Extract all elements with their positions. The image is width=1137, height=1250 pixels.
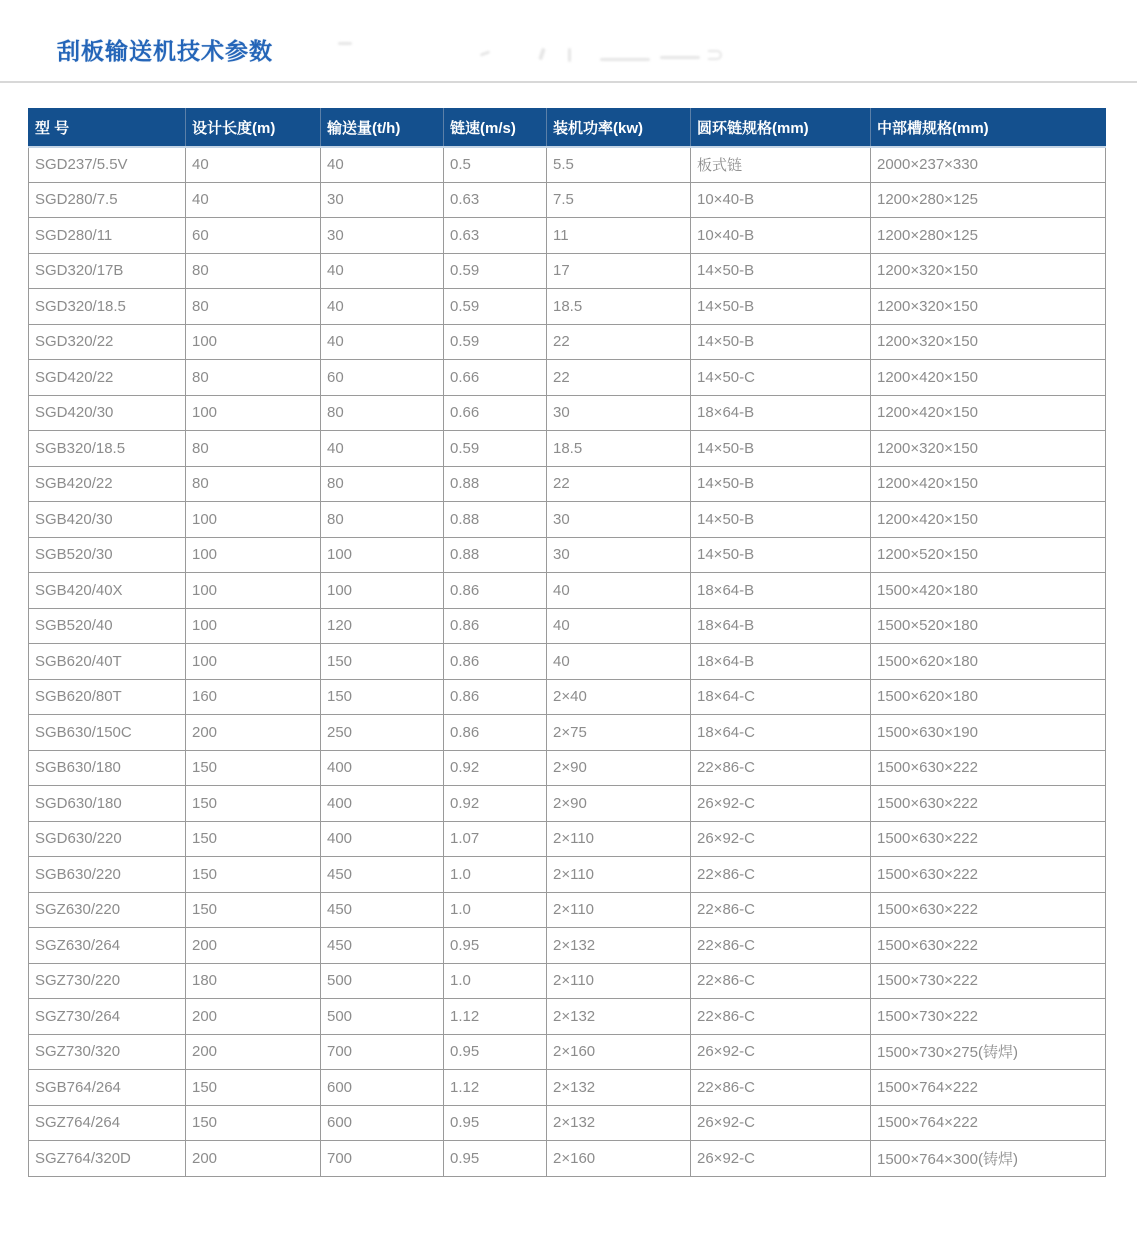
table-cell: 2×110 bbox=[547, 821, 691, 857]
table-row bbox=[29, 395, 1106, 431]
table-cell: 450 bbox=[321, 857, 444, 893]
table-cell: 14×50-B bbox=[691, 537, 871, 573]
table-cell: 120 bbox=[321, 608, 444, 644]
table-cell: 22×86-C bbox=[691, 750, 871, 786]
header-row bbox=[29, 109, 1106, 147]
table-cell: 1500×730×222 bbox=[871, 963, 1106, 999]
table-cell: 100 bbox=[186, 573, 321, 609]
table-cell: 10×40-B bbox=[691, 182, 871, 218]
table-cell: 30 bbox=[547, 502, 691, 538]
table-cell: 2×160 bbox=[547, 1141, 691, 1177]
table-cell: 0.86 bbox=[444, 573, 547, 609]
table-cell: 1500×520×180 bbox=[871, 608, 1106, 644]
table-row bbox=[29, 360, 1106, 396]
faded-print-artifact bbox=[568, 48, 571, 62]
table-cell: 1200×320×150 bbox=[871, 289, 1106, 325]
table-cell: 200 bbox=[186, 999, 321, 1035]
column-header: 装机功率(kw) bbox=[547, 109, 691, 147]
table-cell: 11 bbox=[547, 218, 691, 254]
table-row bbox=[29, 608, 1106, 644]
table-row bbox=[29, 253, 1106, 289]
table-cell: 22×86-C bbox=[691, 963, 871, 999]
table-cell: 400 bbox=[321, 750, 444, 786]
table-cell: 0.86 bbox=[444, 644, 547, 680]
model-cell: SGD320/17B bbox=[29, 253, 186, 289]
table-cell: 40 bbox=[321, 324, 444, 360]
faded-print-artifact bbox=[538, 48, 546, 61]
table-cell: 0.88 bbox=[444, 502, 547, 538]
table-cell: 0.66 bbox=[444, 395, 547, 431]
table-cell: 700 bbox=[321, 1034, 444, 1070]
table-cell: 18×64-C bbox=[691, 715, 871, 751]
table-row bbox=[29, 928, 1106, 964]
model-cell: SGB630/150C bbox=[29, 715, 186, 751]
table-cell: 0.86 bbox=[444, 715, 547, 751]
table-cell: 26×92-C bbox=[691, 1105, 871, 1141]
table-cell: 0.86 bbox=[444, 608, 547, 644]
faded-print-artifact bbox=[660, 56, 700, 59]
title-bar bbox=[0, 0, 1137, 82]
table-cell: 1500×620×180 bbox=[871, 679, 1106, 715]
table-cell: 1.0 bbox=[444, 963, 547, 999]
table-cell: 600 bbox=[321, 1070, 444, 1106]
table-cell: 80 bbox=[321, 466, 444, 502]
table-cell: 450 bbox=[321, 928, 444, 964]
table-cell: 22 bbox=[547, 324, 691, 360]
table-row bbox=[29, 1070, 1106, 1106]
table-cell: 1.12 bbox=[444, 1070, 547, 1106]
model-cell: SGZ764/320D bbox=[29, 1141, 186, 1177]
table-row bbox=[29, 1034, 1106, 1070]
table-cell: 0.95 bbox=[444, 1034, 547, 1070]
table-cell: 1500×764×222 bbox=[871, 1070, 1106, 1106]
table-cell: 100 bbox=[186, 644, 321, 680]
table-cell: 0.59 bbox=[444, 289, 547, 325]
table-cell: 40 bbox=[321, 289, 444, 325]
table-cell: 30 bbox=[321, 218, 444, 254]
table-cell: 14×50-B bbox=[691, 431, 871, 467]
table-row bbox=[29, 502, 1106, 538]
table-cell: 250 bbox=[321, 715, 444, 751]
model-cell: SGB630/180 bbox=[29, 750, 186, 786]
table-row bbox=[29, 182, 1106, 218]
table-cell: 40 bbox=[547, 573, 691, 609]
table-cell: 5.5 bbox=[547, 147, 691, 183]
table-cell: 14×50-B bbox=[691, 466, 871, 502]
column-header: 圆环链规格(mm) bbox=[691, 109, 871, 147]
table-cell: 150 bbox=[186, 750, 321, 786]
table-cell: 0.5 bbox=[444, 147, 547, 183]
table-cell: 0.95 bbox=[444, 928, 547, 964]
column-header: 设计长度(m) bbox=[186, 109, 321, 147]
table-cell: 2×110 bbox=[547, 963, 691, 999]
table-cell: 2×132 bbox=[547, 1105, 691, 1141]
table-cell: 1200×320×150 bbox=[871, 324, 1106, 360]
table-cell: 0.63 bbox=[444, 218, 547, 254]
model-cell: SGD420/22 bbox=[29, 360, 186, 396]
table-cell: 14×50-B bbox=[691, 502, 871, 538]
model-cell: SGD237/5.5V bbox=[29, 147, 186, 183]
model-cell: SGD280/11 bbox=[29, 218, 186, 254]
table-cell: 600 bbox=[321, 1105, 444, 1141]
table-cell: 500 bbox=[321, 963, 444, 999]
table-cell: 30 bbox=[547, 395, 691, 431]
table-cell: 160 bbox=[186, 679, 321, 715]
table-cell: 180 bbox=[186, 963, 321, 999]
table-row bbox=[29, 963, 1106, 999]
table-cell: 26×92-C bbox=[691, 1034, 871, 1070]
page-title: 刮板输送机技术参数 bbox=[57, 38, 273, 64]
table-cell: 0.88 bbox=[444, 537, 547, 573]
faded-print-artifact bbox=[708, 50, 722, 60]
horizontal-divider bbox=[0, 81, 1137, 83]
table-cell: 400 bbox=[321, 821, 444, 857]
table-cell: 200 bbox=[186, 715, 321, 751]
table-cell: 40 bbox=[547, 608, 691, 644]
table-cell: 0.63 bbox=[444, 182, 547, 218]
table-cell: 100 bbox=[186, 502, 321, 538]
table-cell: 1500×630×222 bbox=[871, 857, 1106, 893]
table-cell: 1200×420×150 bbox=[871, 395, 1106, 431]
table-cell: 0.95 bbox=[444, 1105, 547, 1141]
table-cell: 1200×420×150 bbox=[871, 466, 1106, 502]
table-cell: 1500×764×300(铸焊) bbox=[871, 1141, 1106, 1177]
table-cell: 80 bbox=[321, 395, 444, 431]
table-cell: 1200×320×150 bbox=[871, 431, 1106, 467]
table-cell: 18×64-B bbox=[691, 573, 871, 609]
table-row bbox=[29, 218, 1106, 254]
table-cell: 80 bbox=[186, 360, 321, 396]
table-cell: 22×86-C bbox=[691, 892, 871, 928]
table-cell: 40 bbox=[321, 147, 444, 183]
spec-table bbox=[28, 108, 1106, 1177]
table-cell: 2×110 bbox=[547, 892, 691, 928]
table-cell: 100 bbox=[186, 608, 321, 644]
table-row bbox=[29, 679, 1106, 715]
model-cell: SGB630/220 bbox=[29, 857, 186, 893]
model-cell: SGB420/22 bbox=[29, 466, 186, 502]
table-cell: 1500×764×222 bbox=[871, 1105, 1106, 1141]
table-row bbox=[29, 821, 1106, 857]
table-row bbox=[29, 431, 1106, 467]
table-cell: 18×64-C bbox=[691, 679, 871, 715]
table-cell: 150 bbox=[186, 1105, 321, 1141]
table-cell: 22×86-C bbox=[691, 857, 871, 893]
table-cell: 2×90 bbox=[547, 750, 691, 786]
table-cell: 14×50-B bbox=[691, 289, 871, 325]
table-cell: 150 bbox=[186, 892, 321, 928]
table-cell: 150 bbox=[186, 786, 321, 822]
table-cell: 80 bbox=[186, 253, 321, 289]
model-cell: SGZ630/220 bbox=[29, 892, 186, 928]
table-cell: 60 bbox=[186, 218, 321, 254]
table-cell: 0.88 bbox=[444, 466, 547, 502]
table-row bbox=[29, 786, 1106, 822]
model-cell: SGD630/220 bbox=[29, 821, 186, 857]
table-cell: 100 bbox=[186, 395, 321, 431]
table-cell: 14×50-B bbox=[691, 253, 871, 289]
model-cell: SGZ630/264 bbox=[29, 928, 186, 964]
table-cell: 0.59 bbox=[444, 431, 547, 467]
table-cell: 150 bbox=[321, 679, 444, 715]
table-cell: 150 bbox=[186, 857, 321, 893]
table-row bbox=[29, 892, 1106, 928]
model-cell: SGB620/80T bbox=[29, 679, 186, 715]
table-row bbox=[29, 537, 1106, 573]
table-cell: 1500×630×222 bbox=[871, 786, 1106, 822]
table-row bbox=[29, 644, 1106, 680]
table-row bbox=[29, 715, 1106, 751]
model-cell: SGB320/18.5 bbox=[29, 431, 186, 467]
table-cell: 26×92-C bbox=[691, 1141, 871, 1177]
table-cell: 1200×320×150 bbox=[871, 253, 1106, 289]
table-cell: 0.92 bbox=[444, 786, 547, 822]
table-cell: 1200×280×125 bbox=[871, 182, 1106, 218]
model-cell: SGD630/180 bbox=[29, 786, 186, 822]
table-cell: 22 bbox=[547, 466, 691, 502]
table-cell: 18.5 bbox=[547, 431, 691, 467]
table-cell: 150 bbox=[186, 1070, 321, 1106]
table-cell: 1.07 bbox=[444, 821, 547, 857]
table-cell: 26×92-C bbox=[691, 786, 871, 822]
table-cell: 100 bbox=[321, 573, 444, 609]
model-cell: SGZ730/264 bbox=[29, 999, 186, 1035]
table-cell: 200 bbox=[186, 1034, 321, 1070]
table-cell: 30 bbox=[547, 537, 691, 573]
table-cell: 40 bbox=[547, 644, 691, 680]
table-cell: 400 bbox=[321, 786, 444, 822]
table-cell: 500 bbox=[321, 999, 444, 1035]
table-cell: 200 bbox=[186, 1141, 321, 1177]
table-cell: 1500×420×180 bbox=[871, 573, 1106, 609]
table-cell: 22×86-C bbox=[691, 1070, 871, 1106]
table-cell: 40 bbox=[186, 182, 321, 218]
table-cell: 2000×237×330 bbox=[871, 147, 1106, 183]
table-cell: 450 bbox=[321, 892, 444, 928]
column-header: 输送量(t/h) bbox=[321, 109, 444, 147]
table-cell: 22×86-C bbox=[691, 999, 871, 1035]
model-cell: SGD420/30 bbox=[29, 395, 186, 431]
table-cell: 0.59 bbox=[444, 324, 547, 360]
table-cell: 0.59 bbox=[444, 253, 547, 289]
table-row bbox=[29, 573, 1106, 609]
column-header: 链速(m/s) bbox=[444, 109, 547, 147]
table-cell: 2×90 bbox=[547, 786, 691, 822]
table-cell: 1.0 bbox=[444, 892, 547, 928]
table-cell: 40 bbox=[186, 147, 321, 183]
faded-print-artifact bbox=[480, 50, 490, 56]
model-cell: SGB520/30 bbox=[29, 537, 186, 573]
table-row bbox=[29, 857, 1106, 893]
table-row bbox=[29, 750, 1106, 786]
table-cell: 0.66 bbox=[444, 360, 547, 396]
table-cell: 2×160 bbox=[547, 1034, 691, 1070]
faded-print-artifact bbox=[338, 42, 352, 45]
table-row bbox=[29, 1105, 1106, 1141]
table-row bbox=[29, 1141, 1106, 1177]
table-cell: 700 bbox=[321, 1141, 444, 1177]
table-cell: 1500×730×275(铸焊) bbox=[871, 1034, 1106, 1070]
table-cell: 1200×420×150 bbox=[871, 360, 1106, 396]
model-cell: SGZ764/264 bbox=[29, 1105, 186, 1141]
table-cell: 14×50-B bbox=[691, 324, 871, 360]
table-cell: 18×64-B bbox=[691, 608, 871, 644]
model-cell: SGB620/40T bbox=[29, 644, 186, 680]
table-cell: 2×132 bbox=[547, 928, 691, 964]
table-cell: 1500×630×190 bbox=[871, 715, 1106, 751]
table-cell: 40 bbox=[321, 431, 444, 467]
table-cell: 1200×280×125 bbox=[871, 218, 1106, 254]
table-cell: 80 bbox=[321, 502, 444, 538]
table-cell: 18.5 bbox=[547, 289, 691, 325]
table-cell: 2×75 bbox=[547, 715, 691, 751]
table-cell: 1500×730×222 bbox=[871, 999, 1106, 1035]
table-cell: 22×86-C bbox=[691, 928, 871, 964]
model-cell: SGZ730/220 bbox=[29, 963, 186, 999]
model-cell: SGD280/7.5 bbox=[29, 182, 186, 218]
table-cell: 10×40-B bbox=[691, 218, 871, 254]
model-cell: SGB420/40X bbox=[29, 573, 186, 609]
table-row bbox=[29, 466, 1106, 502]
faded-print-artifact bbox=[600, 58, 650, 61]
table-cell: 17 bbox=[547, 253, 691, 289]
table-cell: 1500×630×222 bbox=[871, 750, 1106, 786]
table-cell: 板式链 bbox=[691, 147, 871, 183]
spec-table-container bbox=[28, 108, 1137, 1177]
table-cell: 60 bbox=[321, 360, 444, 396]
table-cell: 2×132 bbox=[547, 1070, 691, 1106]
table-row bbox=[29, 324, 1106, 360]
table-cell: 1500×620×180 bbox=[871, 644, 1106, 680]
table-cell: 1500×630×222 bbox=[871, 892, 1106, 928]
column-header: 型 号 bbox=[29, 109, 186, 147]
table-cell: 2×40 bbox=[547, 679, 691, 715]
table-cell: 1.0 bbox=[444, 857, 547, 893]
table-cell: 22 bbox=[547, 360, 691, 396]
table-body bbox=[29, 147, 1106, 1177]
table-cell: 80 bbox=[186, 431, 321, 467]
table-cell: 1200×420×150 bbox=[871, 502, 1106, 538]
table-cell: 1500×630×222 bbox=[871, 821, 1106, 857]
table-cell: 80 bbox=[186, 289, 321, 325]
model-cell: SGB764/264 bbox=[29, 1070, 186, 1106]
table-cell: 30 bbox=[321, 182, 444, 218]
table-cell: 0.95 bbox=[444, 1141, 547, 1177]
table-cell: 100 bbox=[186, 324, 321, 360]
table-cell: 150 bbox=[321, 644, 444, 680]
table-row bbox=[29, 999, 1106, 1035]
model-cell: SGB420/30 bbox=[29, 502, 186, 538]
table-cell: 2×110 bbox=[547, 857, 691, 893]
table-cell: 7.5 bbox=[547, 182, 691, 218]
table-cell: 1500×630×222 bbox=[871, 928, 1106, 964]
table-cell: 0.86 bbox=[444, 679, 547, 715]
table-cell: 26×92-C bbox=[691, 821, 871, 857]
table-cell: 18×64-B bbox=[691, 395, 871, 431]
table-cell: 0.92 bbox=[444, 750, 547, 786]
table-cell: 100 bbox=[321, 537, 444, 573]
model-cell: SGB520/40 bbox=[29, 608, 186, 644]
table-cell: 100 bbox=[186, 537, 321, 573]
table-cell: 18×64-B bbox=[691, 644, 871, 680]
table-cell: 80 bbox=[186, 466, 321, 502]
table-cell: 1.12 bbox=[444, 999, 547, 1035]
table-cell: 1200×520×150 bbox=[871, 537, 1106, 573]
table-cell: 200 bbox=[186, 928, 321, 964]
table-cell: 2×132 bbox=[547, 999, 691, 1035]
table-cell: 150 bbox=[186, 821, 321, 857]
model-cell: SGD320/22 bbox=[29, 324, 186, 360]
table-header bbox=[29, 109, 1106, 147]
table-row bbox=[29, 147, 1106, 183]
table-cell: 40 bbox=[321, 253, 444, 289]
table-cell: 14×50-C bbox=[691, 360, 871, 396]
model-cell: SGZ730/320 bbox=[29, 1034, 186, 1070]
model-cell: SGD320/18.5 bbox=[29, 289, 186, 325]
column-header: 中部槽规格(mm) bbox=[871, 109, 1106, 147]
table-row bbox=[29, 289, 1106, 325]
